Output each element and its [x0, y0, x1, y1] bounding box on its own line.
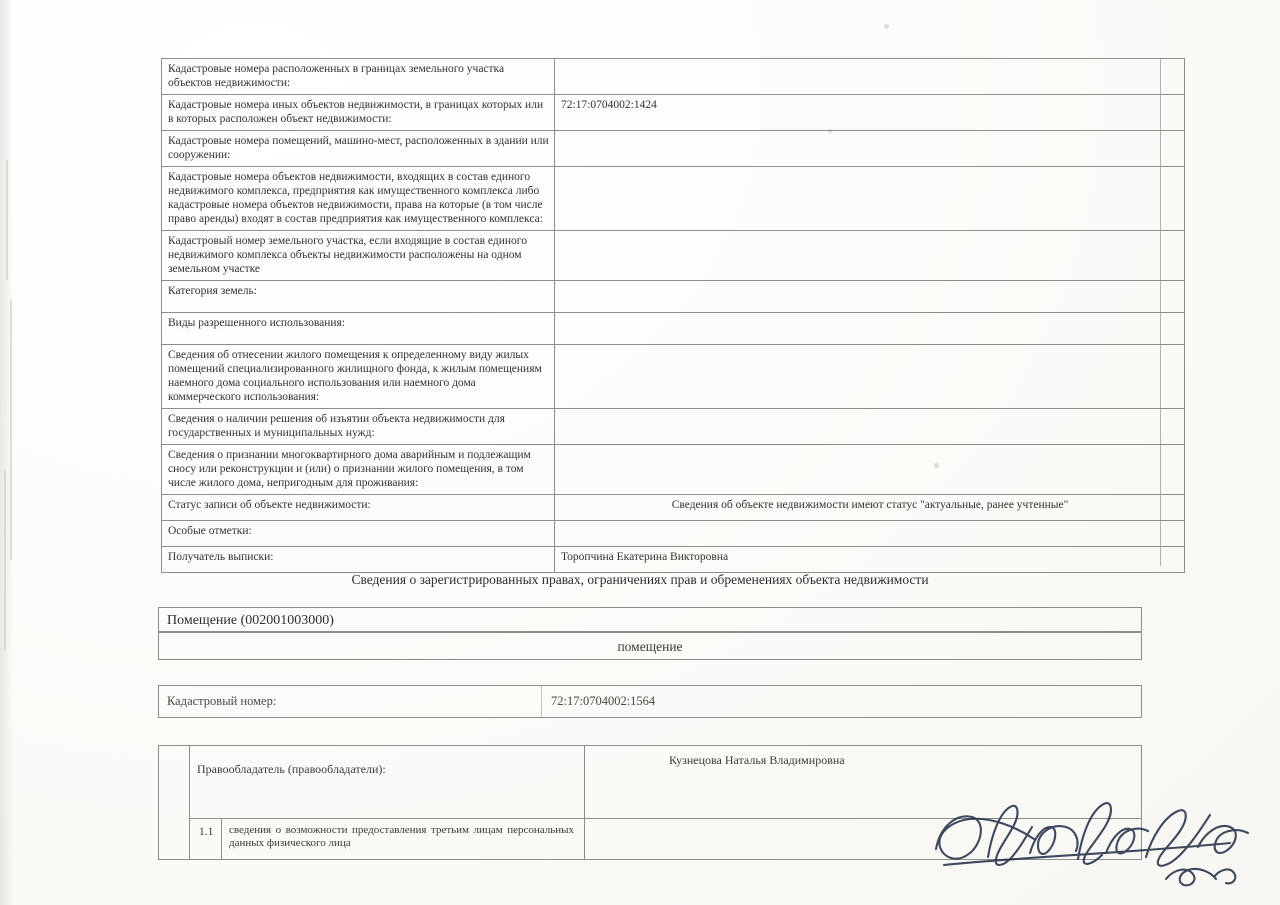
row-value: Сведения об объекте недвижимости имеют статус "актуальные, ранее учтенные": [555, 495, 1185, 521]
row-value: Торопчина Екатерина Викторовна: [555, 547, 1185, 573]
cadastral-number-row: [158, 685, 1142, 718]
row-label: Статус записи об объекте недвижимости:: [162, 495, 555, 521]
rights-col-divider-1: [189, 746, 190, 859]
row-label: Сведения о наличии решения об изъятии объекта недвижимости для государственных и муниципальных нужд:: [162, 409, 555, 445]
row-value: [555, 59, 1185, 95]
row-label: Сведения об отнесении жилого помещения к определенному виду жилых помещений специализированного жилищного фонда, к жилым помещениям наемного дома социального использования или наемного дома коммерческого использования:: [162, 345, 555, 409]
object-title-box: Помещение (002001003000): [158, 607, 1142, 632]
row-value: [555, 313, 1185, 345]
rights-col-divider-2: [584, 746, 585, 859]
row-value: [555, 131, 1185, 167]
row-value: [555, 167, 1185, 231]
rights-row-divider: [189, 818, 1141, 819]
table-row: [162, 167, 1185, 231]
row-label: Кадастровые номера помещений, машино-мест, расположенных в здании или сооружении:: [162, 131, 555, 167]
table-row: [162, 95, 1185, 131]
row-label: Особые отметки:: [162, 521, 555, 547]
table-row: [162, 495, 1185, 521]
row-label: Виды разрешенного использования:: [162, 313, 555, 345]
sub-row-label: сведения о возможности предоставления третьим лицам персональных данных физического лица: [229, 824, 574, 850]
table-row: [162, 445, 1185, 495]
section-heading: Сведения о зарегистрированных правах, ограничениях прав и обременениях объекта недвижимости: [351, 572, 929, 587]
object-subtitle-box: помещение: [158, 632, 1142, 660]
row-value: [555, 409, 1185, 445]
table-row: [162, 131, 1185, 167]
owner-name-value: Кузнецова Наталья Владимировна: [669, 753, 845, 767]
rights-table: [158, 745, 1142, 860]
cadastral-number-value: 72:17:0704002:1564: [551, 694, 656, 708]
sub-row-number: 1.1: [199, 826, 214, 838]
table-row: [162, 409, 1185, 445]
row-label: Кадастровые номера иных объектов недвижимости, в границах которых или в которых расположен объект недвижимости:: [162, 95, 555, 131]
property-details-table: [161, 58, 1185, 573]
table-row: [162, 313, 1185, 345]
row-value: [555, 521, 1185, 547]
row-value: [555, 345, 1185, 409]
row-value: [555, 445, 1185, 495]
row-value: 72:17:0704002:1424: [555, 95, 1185, 131]
table-row: [162, 345, 1185, 409]
row-label: Категория земель:: [162, 281, 555, 313]
cadastral-number-label: Кадастровый номер:: [167, 694, 277, 708]
table-row: [162, 231, 1185, 281]
table-row: [162, 521, 1185, 547]
row-value: [555, 231, 1185, 281]
owner-label: Правообладатель (правообладатели):: [197, 762, 386, 776]
row-label: Кадастровый номер земельного участка, если входящие в состав единого недвижимого комплекса объекты недвижимости расположены на одном земельном участке: [162, 231, 555, 281]
row-label: Кадастровые номера расположенных в границах земельного участка объектов недвижимости:: [162, 59, 555, 95]
row-label: Кадастровые номера объектов недвижимости, входящих в состав единого недвижимого комплекса, предприятия как имущественного комплекса либо кадастровые номера объектов недвижимости, права на которые (в том числе право аренды) входят в состав предприятия как имущественного комплекса:: [162, 167, 555, 231]
table-row: [162, 59, 1185, 95]
rights-col-divider-3: [221, 818, 222, 859]
row-value: [555, 281, 1185, 313]
table-row: [162, 281, 1185, 313]
table-row: [162, 547, 1185, 573]
row-label: Сведения о признании многоквартирного дома аварийным и подлежащим сносу или реконструкции и (или) о признании жилого помещения, в том числе жилого дома, непригодным для проживания:: [162, 445, 555, 495]
row-label: Получатель выписки:: [162, 547, 555, 573]
